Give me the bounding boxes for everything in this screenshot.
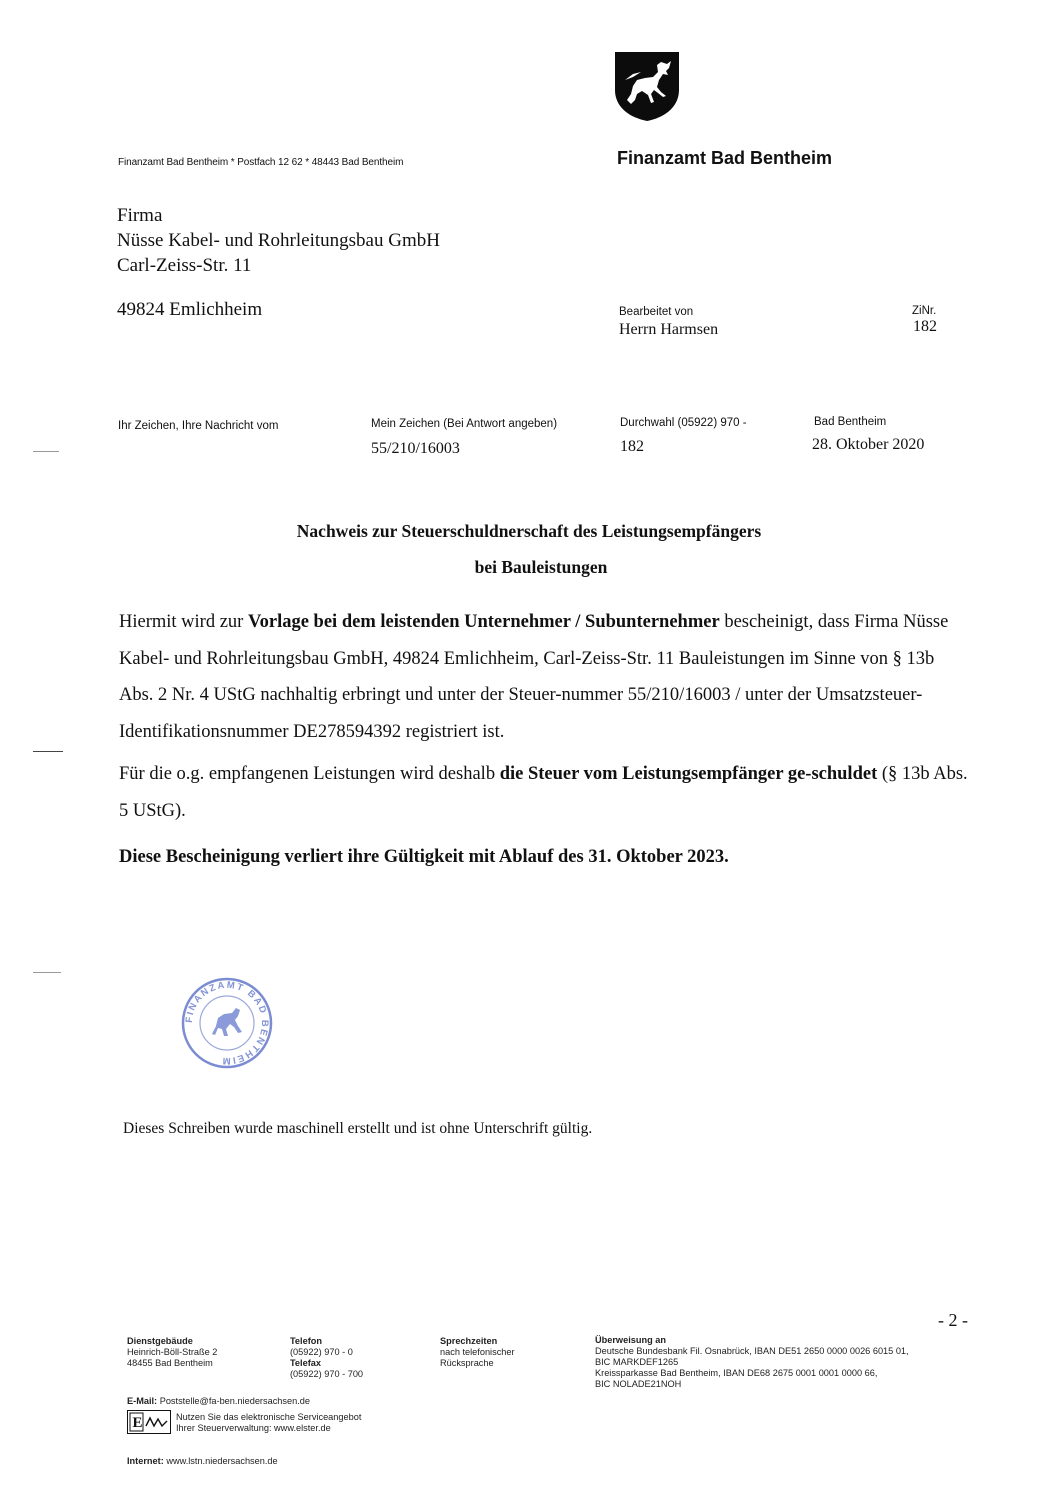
letter-date: 28. Oktober 2020 bbox=[812, 436, 925, 453]
page-number: - 2 - bbox=[938, 1310, 968, 1330]
paragraph-1-text-a: Hiermit wird zur bbox=[119, 612, 248, 632]
footer-bank-details bbox=[595, 1335, 909, 1390]
svg-text:E: E bbox=[132, 1415, 143, 1431]
paragraph-certification bbox=[119, 604, 969, 750]
footer-transfer-label: Überweisung an bbox=[595, 1335, 666, 1345]
recipient-city: 49824 Emlichheim bbox=[117, 299, 263, 320]
paragraph-1-bold: Vorlage bei dem leistenden Unternehmer / Subunternehmer bbox=[247, 612, 720, 632]
footer-building-city: 48455 Bad Bentheim bbox=[127, 1358, 213, 1368]
sender-address-line: Finanzamt Bad Bentheim * Postfach 12 62 * 48443 Bad Bentheim bbox=[118, 157, 404, 168]
document-title bbox=[0, 513, 1058, 585]
title-line-1: Nachweis zur Steuerschuldnerschaft des Leistungsempfängers bbox=[296, 521, 762, 541]
my-reference-value: 55/210/16003 bbox=[371, 440, 460, 457]
title-line-2: bei Bauleistungen bbox=[474, 557, 608, 577]
footer-bank-2-line-1: Kreissparkasse Bad Bentheim, IBAN DE68 2675 0001 0001 0000 66, bbox=[595, 1368, 878, 1378]
punch-mark bbox=[33, 751, 63, 752]
footer-fax-value: (05922) 970 - 700 bbox=[290, 1369, 364, 1379]
footer-hours-line-2: Rücksprache bbox=[440, 1358, 494, 1368]
footer-bank-2-line-2: BIC NOLADE21NOH bbox=[595, 1379, 682, 1389]
machine-generated-note: Dieses Schreiben wurde maschinell erstellt und ist ohne Unterschrift gültig. bbox=[123, 1120, 593, 1137]
footer-phone-value: (05922) 970 - 0 bbox=[290, 1347, 353, 1357]
paragraph-tax-liability bbox=[119, 756, 969, 829]
place-label: Bad Bentheim bbox=[814, 416, 887, 428]
footer-bank-1-line-1: Deutsche Bundesbank Fil. Osnabrück, IBAN DE51 2650 0000 0026 6015 01, bbox=[595, 1346, 909, 1356]
paragraph-validity: Diese Bescheinigung verliert ihre Gültigkeit mit Ablauf des 31. Oktober 2023. bbox=[119, 847, 729, 867]
footer-building-street: Heinrich-Böll-Straße 2 bbox=[127, 1347, 218, 1357]
footer-elster-line-1: Nutzen Sie das elektronische Serviceangebot bbox=[176, 1412, 362, 1422]
footer-office-hours bbox=[440, 1336, 515, 1369]
room-label: ZiNr. bbox=[912, 305, 937, 317]
footer-elster-note bbox=[176, 1412, 361, 1434]
footer-internet-label: Internet: bbox=[127, 1456, 164, 1466]
footer-bank-1-line-2: BIC MARKDEF1265 bbox=[595, 1357, 679, 1367]
office-name: Finanzamt Bad Bentheim bbox=[617, 148, 833, 168]
footer-elster-line-2: Ihrer Steuerverwaltung: www.elster.de bbox=[176, 1423, 331, 1433]
document-body bbox=[119, 604, 969, 876]
paragraph-1-text-b: bescheinigt, dass Firma Nüsse Kabel- und Rohrleitungsbau GmbH, 49824 Emlichheim, Carl-Zeiss-Str. 11 Bauleistungen im Sinne von § 13b Abs. 2 Nr. 4 UStG nachhaltig erbringt und unter der Steuer-nummer 55/210/16003 / unter der Umsatzsteuer-Identifikationsnummer DE278594392 registriert ist. bbox=[119, 612, 949, 742]
footer-hours-line-1: nach telefonischer bbox=[440, 1347, 515, 1357]
paragraph-2-text-b: (§ 13b Abs. 5 UStG). bbox=[119, 764, 968, 821]
fold-mark-bottom bbox=[33, 972, 61, 973]
recipient-address bbox=[117, 203, 440, 278]
footer-email-label: E-Mail: bbox=[127, 1396, 158, 1406]
your-reference-label: Ihr Zeichen, Ihre Nachricht vom bbox=[118, 420, 279, 432]
recipient-street: Carl-Zeiss-Str. 11 bbox=[117, 255, 252, 276]
lower-saxony-horse-crest-icon bbox=[611, 50, 683, 122]
paragraph-2-text-a: Für die o.g. empfangenen Leistungen wird deshalb bbox=[119, 764, 500, 784]
fold-mark-top bbox=[33, 451, 59, 452]
recipient-company: Nüsse Kabel- und Rohrleitungsbau GmbH bbox=[117, 230, 440, 251]
footer-building bbox=[127, 1336, 217, 1369]
footer-email bbox=[127, 1396, 310, 1407]
footer-phone bbox=[290, 1336, 363, 1380]
footer-internet bbox=[127, 1456, 278, 1467]
recipient-line-1: Firma bbox=[117, 205, 163, 226]
handler-name: Herrn Harmsen bbox=[619, 321, 719, 338]
footer-email-value: Poststelle@fa-ben.niedersachsen.de bbox=[159, 1396, 310, 1406]
official-seal-stamp bbox=[180, 976, 274, 1070]
footer-building-label: Dienstgebäude bbox=[127, 1336, 193, 1346]
seal-horse-icon bbox=[212, 1008, 242, 1036]
footer-phone-label: Telefon bbox=[290, 1336, 322, 1346]
seal-lettering: FINANZAMT BAD BENTHEIM bbox=[183, 979, 271, 1067]
handler-label: Bearbeitet von bbox=[619, 306, 694, 318]
footer-internet-value: www.lstn.niedersachsen.de bbox=[166, 1456, 278, 1466]
phone-extension-value: 182 bbox=[620, 438, 644, 455]
phone-extension-label: Durchwahl (05922) 970 - bbox=[620, 417, 747, 429]
room-number: 182 bbox=[913, 318, 937, 335]
paragraph-2-bold: die Steuer vom Leistungsempfänger ge-schuldet bbox=[499, 764, 878, 784]
elster-logo-icon bbox=[127, 1410, 171, 1434]
footer-hours-label: Sprechzeiten bbox=[440, 1336, 498, 1346]
my-reference-label: Mein Zeichen (Bei Antwort angeben) bbox=[371, 418, 558, 430]
footer-fax-label: Telefax bbox=[290, 1358, 321, 1368]
